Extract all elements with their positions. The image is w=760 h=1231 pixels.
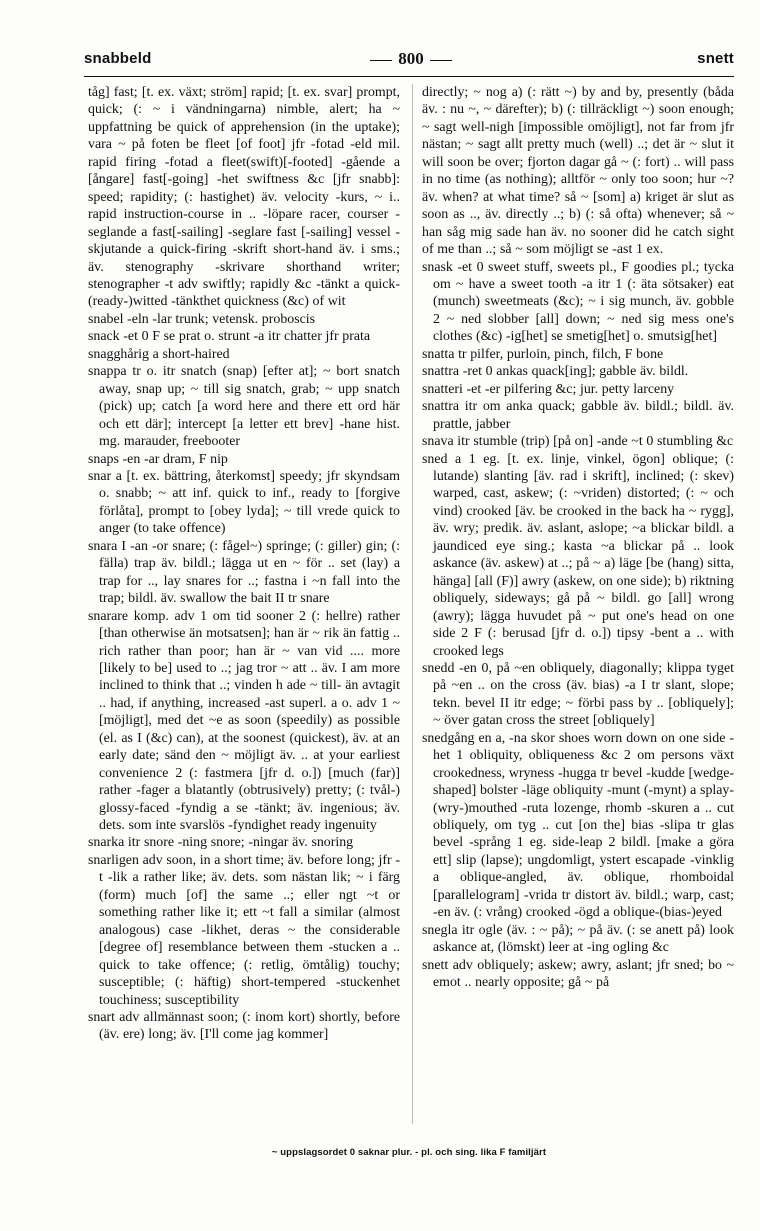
right-running-headword: snett [697, 50, 734, 67]
right-column [422, 84, 734, 1134]
dictionary-entry: snart adv allmännast soon; (: inom kort) shortly, before (äv. ere) long; äv. [I'll come jag kommer] [88, 1010, 400, 1043]
dictionary-entry: directly; ~ nog a) (: rätt ~) by and by, presently (båda äv. : nu ~, ~ därefter); b) (: tillräckligt ~) soon enough; ~ sagt well-nigh [impossible omöjligt], not far from jfr nästan; ~ sagt allt pretty much (well) ..; det är ~ slut it will soon be over; fjorton dagar gå ~ (: fort) .. will pass in no time (as nothing); alltför ~ only too soon; hur ~? äv. when? at what time? så ~ [som] a) kriget är slut as soon as .., äv. directly ..; b) (: så ofta) whenever; så ~ han såg mig sade han äv. no sooner did he catch sight of me than ..; så ~ som möjligt se -ast 1 ex. [422, 85, 734, 258]
dictionary-entry: snaps -en -ar dram, F nip [88, 451, 228, 467]
header-rule [84, 76, 734, 77]
dictionary-entry: sned a 1 eg. [t. ex. linje, vinkel, ögon] oblique; (: lutande) slanting [äv. rad i skrift], inclined; (: skev) warped, cast, askew; (: ~vriden) distorted; (: ~ och vind) crooked [äv. be crooked in the back ha ~ rygg], äv. wry; predik. äv. aslant, aslope; ~a blickar bildl. a jaundiced eye sing.; kasta ~a blickar på .. look askance (äv. askew) at ..; på ~ a) läge [be (hang) sitta, hänga] [all (F)] awry (askew, on one side); b) riktning obliquely, sideways; gå på ~ bildl. go [all] wrong (awry); lägga huvudet på ~ put one's head on one side 2 F (: berusad [jfr d. o.]) tipsy -bent a .. with crooked legs [422, 451, 734, 659]
dictionary-entry: snattra -ret 0 ankas quack[ing]; gabble äv. bildl. [422, 364, 689, 380]
dictionary-entry: snava itr stumble (trip) [på on] -ande ~t 0 stumbling &c [422, 434, 734, 450]
dictionary-entry: snack -et 0 F se prat o. strunt -a itr chatter jfr prata [88, 329, 371, 345]
dictionary-entry: tåg] fast; [t. ex. växt; ström] rapid; [t. ex. svar] prompt, quick; (: ~ i vändningarna) nimble, alert; ha ~ uppfattning be quick of apprehension (in the uptake); vara ~ på foten be fleet [of foot] jfr -fotad -eld mil. rapid firing -fotad a fleet(swift)[-footed] -gående a [ångare] fast[-going] -het swiftness &c [jfr snabb]: speed; rapidity; (: hastighet) äv. velocity -kurs, ~ i.. rapid instruction-course in .. -löpare racer, courser -seglande a fast[-sailing] -seglare fast [-sailing] vessel -skjutande a quick-firing -skrift short-hand äv. i sms.; äv. stenography -skrivare shorthand writer; stenographer -t adv swiftly; rapidly &c -tänkt a quick-(ready-)witted -tänkthet quickness (&c) of wit [88, 85, 400, 310]
dictionary-entry: snappa tr o. itr snatch (snap) [efter at]; ~ bort snatch away, snap up; ~ till sig snatch, grab; ~ upp snatch (pick) up; catch [a word here and there ett ord här och ett där]; intercept [a letter ett brev] -hane hist. mg. marauder, freebooter [88, 364, 400, 450]
dictionary-entry: snatteri -et -er pilfering &c; jur. petty larceny [422, 381, 675, 397]
page-header [84, 46, 734, 74]
dictionary-entry: snarka itr snore -ning snore; -ningar äv. snoring [88, 835, 354, 851]
dictionary-entry: snedgång en a, -na skor shoes worn down on one side -het 1 obliquity, obliqueness &c 2 om persons växt crookedness, wryness -hugga tr bevel -kudde [wedge-shaped] bolster -läge obliquity -munt (-mynt) a splay-(wry-)mouthed -ruta lozenge, rhomb -skuren a .. cut obliquely, om tyg .. cut [on the] bias -slipa tr glas bevel -språng 1 eg. side-leap 2 bildl. [make a göra ett] slip (lapse); ungdomligt, ystert escapade -vinklig a oblique-angled, äv. oblique, rhomboidal [parallelogram] -vrida tr distort äv. bildl.; warp, cast; -en äv. (: vrång) crooked -ögd a oblique-(bias-)eyed [422, 730, 734, 921]
page-number [356, 46, 466, 72]
dictionary-entry: snar a [t. ex. bättring, återkomst] speedy; jfr skyndsam o. snabb; ~ att inf. quick to inf., ready to [forgive förlåta], prompt to [obey lyda]; ~ till vrede quick to anger (to take offence) [88, 468, 400, 537]
page-number-value: 800 [398, 49, 424, 68]
dictionary-entry: snask -et 0 sweet stuff, sweets pl., F goodies pl.; tycka om ~ have a sweet tooth -a itr 1 (: äta sötsaker) eat (munch) sweetmeats (&c); ~ i sig munch, äv. gobble 2 ~ ned slobber [all] down; ~ ned sig mess one's clothes (&c) -ig[het] se smetig[het] o. smutsig[het] [422, 259, 734, 345]
dictionary-entry: snarare komp. adv 1 om tid sooner 2 (: hellre) rather [than otherwise än motsatsen]; han är ~ rik än fattig .. rich rather than poor; han är ~ van vid .... more [likely to be] used to ..; jag tror ~ att .. äv. I am more inclined to think that ..; vinden h ade ~ till- än avtagit .. had, if anything, increased -ast superl. a o. adv 1 ~ [möjligt], med det ~e as soon (speedily) as possible (el. as I (&c) can), at the soonest (quickest), äv. at an early date; sänd den ~ möjligt äv. .. at your earliest convenience 2 (: fastmera [jfr d. o.]) [much (far)] rather -fager a blatantly (obtrusively) pretty; (: tvål-) glossy-faced -fyndig a se -tänkt; äv. ingenious; äv. dets. som inte svarslös -fyndighet ready ingenuity [88, 608, 400, 834]
dictionary-entry: snattra itr om anka quack; gabble äv. bildl.; bildl. äv. prattle, jabber [422, 399, 734, 432]
left-column [88, 84, 400, 1134]
dictionary-entry: snett adv obliquely; askew; awry, aslant; jfr sned; bo ~ emot .. nearly opposite; gå ~ på [422, 957, 734, 991]
page-number-dash-left [370, 60, 392, 61]
footnote-legend: ~ uppslagsordet 0 saknar plur. - pl. och sing. lika F familjärt [271, 1147, 547, 1158]
column-divider [412, 84, 413, 1124]
dictionary-entry: snagghårig a short-haired [88, 346, 230, 362]
dictionary-entry: snabel -eln -lar trunk; vetensk. proboscis [88, 311, 316, 327]
dictionary-entry: snarligen adv soon, in a short time; äv. before long; jfr -t -lik a rather like; äv. dets. som nästan lik; ~ i färg (form) much [of] the same ..; eller ngt ~t or something rather like it; ett ~t fall a similar (almost analogous) case -likhet, deras ~ the considerable [degree of] resemblance between them -stucken a .. quick to take offence; (: retlig, ömtålig) touchy; susceptible; (: häftig) short-tempered -stuckenhet touchiness; susceptibility [88, 852, 400, 1008]
dictionary-entry: snatta tr pilfer, purloin, pinch, filch, F bone [422, 346, 664, 362]
dictionary-entry: snedd -en 0, på ~en obliquely, diagonally; klippa tyget på ~en .. on the cross (äv. bias) -a I tr slant, slope; tekn. bevel II itr edge; ~ förbi pass by .. [obliquely]; ~ över gatan cross the street [obliquely] [422, 660, 734, 729]
left-running-headword: snabbeld [84, 50, 152, 67]
dictionary-entry: snegla itr ogle (äv. : ~ på); ~ på äv. (: se anett på) look askance at, (lömskt) leer at -ing ogling &c [422, 922, 734, 956]
dictionary-entry: snara I -an -or snare; (: fågel~) springe; (: giller) gin; (: fälla) trap äv. bildl.; lägga ut en ~ för .. set (lay) a trap for .., lay snares for ..; fastna i ~n fall into the trap; bildl. äv. swallow the bait II tr snare [88, 538, 400, 607]
page-number-dash-right [430, 60, 452, 61]
